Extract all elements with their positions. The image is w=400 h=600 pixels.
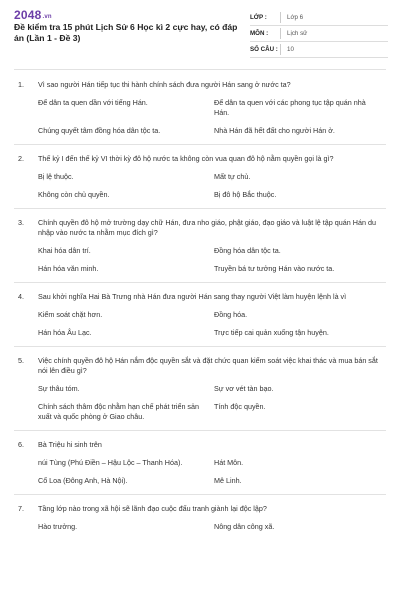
answer-option[interactable]: Để dân ta quen dần với tiếng Hán. — [38, 98, 148, 107]
meta-value: Lịch sử — [287, 30, 308, 37]
meta-row — [250, 10, 388, 26]
answer-option[interactable]: Sự vơ vét tàn bạo. — [214, 384, 274, 393]
meta-separator — [280, 44, 281, 55]
site-logo[interactable] — [14, 8, 52, 22]
answer-option[interactable]: Mất tự chủ. — [214, 172, 251, 181]
question-number: 2. — [18, 154, 24, 163]
answer-option[interactable]: Đồng hóa. — [214, 310, 248, 319]
question-list — [0, 80, 400, 532]
question-text: Sau khởi nghĩa Hai Bà Trưng nhà Hán đưa người Hán sang thay người Việt làm huyện lệnh là vì — [38, 292, 347, 301]
question-number: 5. — [18, 356, 24, 365]
answer-option[interactable]: Bị lệ thuộc. — [38, 172, 74, 181]
question-item — [0, 504, 400, 532]
question-spacer — [0, 431, 400, 440]
answer-option[interactable]: Hào trưởng. — [38, 522, 78, 531]
question-number: 6. — [18, 440, 24, 449]
question-spacer — [0, 145, 400, 154]
answer-row — [38, 476, 382, 486]
answer-options — [38, 172, 382, 200]
answer-row — [38, 384, 382, 394]
answer-row — [38, 310, 382, 320]
answer-option[interactable]: Hát Môn. — [214, 458, 244, 467]
answer-option[interactable]: Khai hóa dân trí. — [38, 246, 91, 255]
meta-label: SỐ CÂU : — [250, 46, 278, 53]
answer-option[interactable]: Để dân ta quen với các phong tục tập quán nhà Hán. — [214, 98, 366, 117]
question-text: Tầng lớp nào trong xã hội sẽ lãnh đạo cuộc đấu tranh giành lại độc lập? — [38, 504, 267, 513]
meta-value: 10 — [287, 46, 294, 53]
answer-option[interactable]: Hán hóa văn minh. — [38, 264, 99, 273]
logo-text: 2048 — [14, 8, 42, 22]
question-item — [0, 292, 400, 338]
question-spacer — [0, 209, 400, 218]
answer-row — [38, 264, 382, 274]
question-number: 3. — [18, 218, 24, 227]
answer-row — [38, 402, 382, 422]
question-number: 1. — [18, 80, 24, 89]
answer-option[interactable]: Chúng quyết tâm đồng hóa dân tộc ta. — [38, 126, 161, 135]
answer-option[interactable]: Kiểm soát chặt hơn. — [38, 310, 103, 319]
question-spacer — [0, 347, 400, 356]
answer-options — [38, 310, 382, 338]
answer-row — [38, 246, 382, 256]
question-text: Vì sao người Hán tiếp tục thi hành chính sách đưa người Hán sang ở nước ta? — [38, 80, 291, 89]
question-number: 7. — [18, 504, 24, 513]
answer-option[interactable]: núi Tùng (Phú Điền – Hậu Lộc – Thanh Hóa). — [38, 458, 183, 467]
meta-row — [250, 42, 388, 58]
question-text: Thế kỷ I đến thế kỷ VI thời kỳ đô hộ nước ta không còn vua quan đô hộ nằm quyền gọi là gì? — [38, 154, 334, 163]
answer-option[interactable]: Nhà Hán đã hết đất cho người Hán ở. — [214, 126, 335, 135]
question-text: Bà Triệu hi sinh trên — [38, 440, 102, 449]
answer-row — [38, 458, 382, 468]
meta-label: LỚP : — [250, 14, 267, 21]
question-item — [0, 154, 400, 200]
question-spacer — [0, 495, 400, 504]
answer-option[interactable]: Trực tiếp cai quản xuống tận huyện. — [214, 328, 329, 337]
question-text: Việc chính quyền đô hộ Hán nắm độc quyền sắt và đặt chức quan kiểm soát việc khai thác và mua bán sắt nói lên điều gì? — [38, 356, 378, 375]
answer-options — [38, 522, 382, 532]
question-item — [0, 218, 400, 274]
question-spacer — [0, 283, 400, 292]
answer-option[interactable]: Nông dân công xã. — [214, 522, 275, 531]
answer-option[interactable]: Bị đô hộ Bắc thuộc. — [214, 190, 277, 199]
answer-option[interactable]: Đồng hóa dân tộc ta. — [214, 246, 281, 255]
logo-suffix: .vn — [42, 14, 52, 20]
answer-options — [38, 384, 382, 422]
question-item — [0, 356, 400, 422]
meta-separator — [280, 12, 281, 23]
meta-info — [250, 10, 388, 58]
meta-separator — [280, 28, 281, 39]
answer-option[interactable]: Cổ Loa (Đông Anh, Hà Nội). — [38, 476, 128, 485]
meta-label: MÔN : — [250, 30, 269, 37]
answer-option[interactable]: Không còn chủ quyền. — [38, 190, 110, 199]
answer-row — [38, 172, 382, 182]
meta-row — [250, 26, 388, 42]
answer-option[interactable]: Sự thâu tóm. — [38, 384, 80, 393]
answer-option[interactable]: Mê Linh. — [214, 476, 242, 485]
answer-option[interactable]: Chính sách thâm độc nhằm hạn chế phát triển sản xuất và quốc phòng ở Giao châu. — [38, 402, 200, 421]
header — [0, 0, 400, 66]
header-divider — [14, 69, 386, 70]
answer-row — [38, 98, 382, 118]
answer-option[interactable]: Tính độc quyền. — [214, 402, 266, 411]
answer-option[interactable]: Hán hóa Âu Lạc. — [38, 328, 92, 337]
answer-row — [38, 522, 382, 532]
question-text: Chính quyền đô hộ mở trường dạy chữ Hán, đưa nho giáo, phật giáo, đạo giáo và luật lệ tập quán Hán du nhập vào nước ta nhằm mục đích gì? — [38, 218, 376, 237]
answer-row — [38, 190, 382, 200]
answer-option[interactable]: Truyền bá tư tưởng Hán vào nước ta. — [214, 264, 335, 273]
answer-row — [38, 126, 382, 136]
answer-options — [38, 98, 382, 136]
question-item — [0, 80, 400, 136]
page-title: Đề kiểm tra 15 phút Lịch Sử 6 Học kì 2 cực hay, có đáp án (Lần 1 - Đề 3) — [14, 22, 238, 43]
question-number: 4. — [18, 292, 24, 301]
answer-row — [38, 328, 382, 338]
meta-value: Lớp 6 — [287, 14, 304, 21]
question-item — [0, 440, 400, 486]
answer-options — [38, 246, 382, 274]
answer-options — [38, 458, 382, 486]
